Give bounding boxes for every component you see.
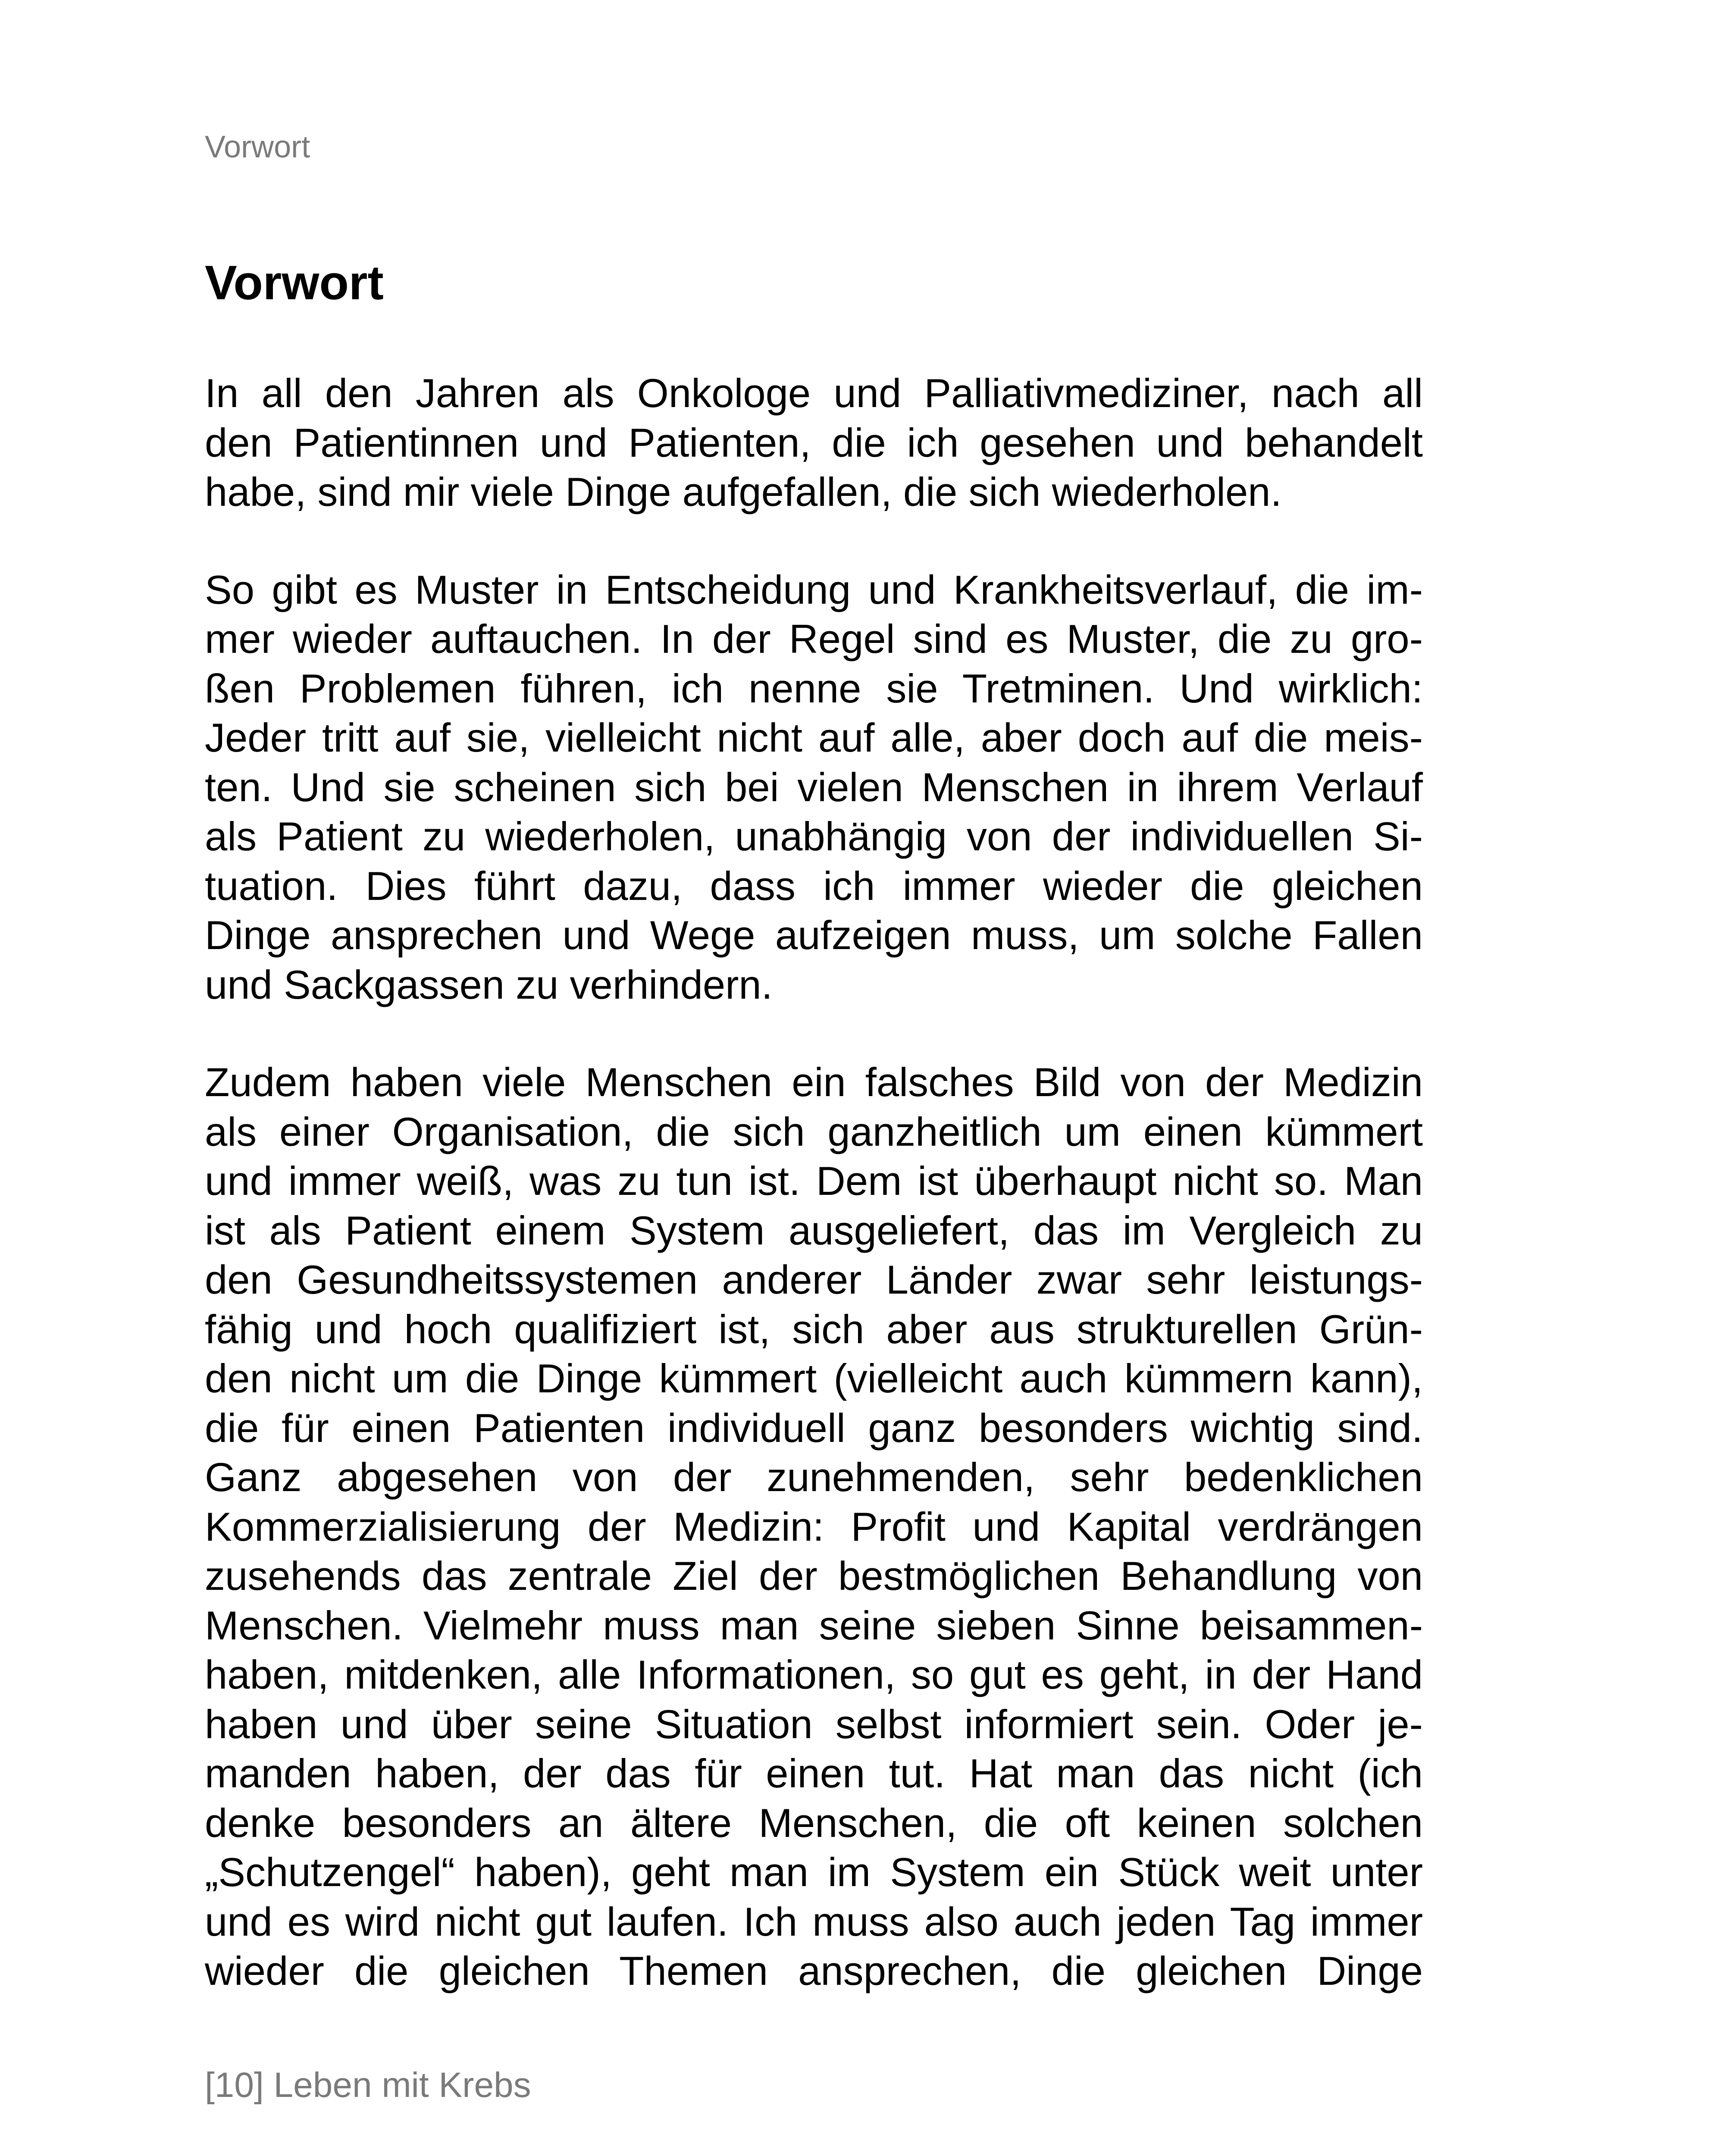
text-line: ist als Patient einem System ausgeliefert, das im Vergleich zu bbox=[205, 1207, 1423, 1253]
text-line: zusehends das zentrale Ziel der bestmöglichen Behandlung von bbox=[205, 1553, 1423, 1598]
text-line: ten. Und sie scheinen sich bei vielen Menschen in ihrem Verlauf bbox=[205, 764, 1423, 810]
running-header: Vorwort bbox=[205, 130, 310, 164]
text-line: haben, mitdenken, alle Informationen, so gut es geht, in der Hand bbox=[205, 1652, 1423, 1697]
text-line: und es wird nicht gut laufen. Ich muss also auch jeden Tag immer bbox=[205, 1899, 1423, 1944]
text-line: manden haben, der das für einen tut. Hat man das nicht (ich bbox=[205, 1751, 1423, 1796]
text-line: So gibt es Muster in Entscheidung und Krankheitsverlauf, die im- bbox=[205, 567, 1423, 612]
text-line: die für einen Patienten individuell ganz besonders wichtig sind. bbox=[205, 1405, 1423, 1451]
text-line: ßen Problemen führen, ich nenne sie Tretminen. Und wirklich: bbox=[205, 665, 1423, 711]
text-line: als Patient zu wiederholen, unabhängig von der individuellen Si- bbox=[205, 814, 1423, 859]
text-line: Zudem haben viele Menschen ein falsches Bild von der Medizin bbox=[205, 1059, 1423, 1105]
text-line: den Gesundheitssystemen anderer Länder zwar sehr leistungs- bbox=[205, 1257, 1423, 1302]
text-line: Jeder tritt auf sie, vielleicht nicht auf alle, aber doch auf die meis- bbox=[205, 715, 1423, 760]
text-line: Kommerzialisierung der Medizin: Profit und Kapital verdrängen bbox=[205, 1504, 1423, 1549]
text-line: denke besonders an ältere Menschen, die oft keinen solchen bbox=[205, 1800, 1423, 1846]
paragraph bbox=[205, 565, 1423, 1010]
page-footer: [10] Leben mit Krebs bbox=[205, 2065, 531, 2105]
paragraph bbox=[205, 369, 1423, 517]
text-line: In all den Jahren als Onkologe und Palliativmediziner, nach all bbox=[205, 370, 1423, 416]
text-line: Ganz abgesehen von der zunehmenden, sehr bedenklichen bbox=[205, 1454, 1423, 1500]
text-line: und Sackgassen zu verhindern. bbox=[205, 962, 773, 1007]
text-line: „Schutzengel“ haben), geht man im System ein Stück weit unter bbox=[205, 1849, 1423, 1895]
text-line: tuation. Dies führt dazu, dass ich immer wieder die gleichen bbox=[205, 863, 1423, 909]
text-line: mer wieder auftauchen. In der Regel sind es Muster, die zu gro- bbox=[205, 616, 1423, 661]
text-line: fähig und hoch qualifiziert ist, sich aber aus strukturellen Grün- bbox=[205, 1306, 1423, 1352]
text-line: als einer Organisation, die sich ganzheitlich um einen kümmert bbox=[205, 1109, 1423, 1154]
body-text bbox=[205, 369, 1423, 2044]
paragraph bbox=[205, 1058, 1423, 1996]
text-line: den nicht um die Dinge kümmert (vielleicht auch kümmern kann), bbox=[205, 1356, 1423, 1401]
text-line: Menschen. Vielmehr muss man seine sieben Sinne beisammen- bbox=[205, 1602, 1423, 1648]
text-line: und immer weiß, was zu tun ist. Dem ist überhaupt nicht so. Man bbox=[205, 1158, 1423, 1203]
text-line: wieder die gleichen Themen ansprechen, die gleichen Dinge bbox=[205, 1948, 1423, 1993]
text-line: habe, sind mir viele Dinge aufgefallen, die sich wiederholen. bbox=[205, 469, 1282, 514]
text-line: den Patientinnen und Patienten, die ich gesehen und behandelt bbox=[205, 420, 1423, 465]
text-line: Dinge ansprechen und Wege aufzeigen muss, um solche Fallen bbox=[205, 912, 1423, 958]
chapter-title: Vorwort bbox=[205, 256, 384, 310]
text-line: haben und über seine Situation selbst informiert sein. Oder je- bbox=[205, 1701, 1423, 1747]
